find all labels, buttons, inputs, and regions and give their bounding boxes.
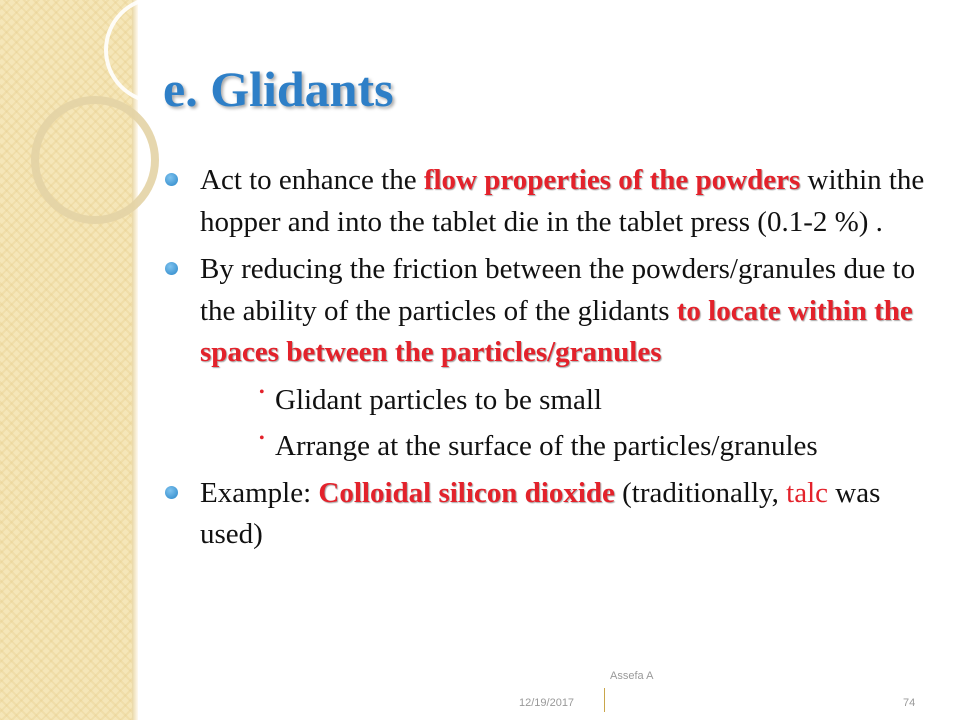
bullet-friction (163, 249, 933, 374)
bullet3-red-word: talc (786, 476, 829, 509)
bullet1-highlight: flow properties of the powders (423, 164, 801, 196)
footer-divider (604, 688, 605, 712)
bullet3-text-pre: Example: (200, 476, 319, 509)
slide-title: e. Glidants (163, 61, 394, 117)
bullet1-text-post: within the hopper and into the tablet die in the tablet press (0.1-2 %) . (200, 164, 925, 238)
bullet-dot-icon (165, 486, 178, 499)
bullet3-text-mid: (traditionally, (614, 476, 787, 509)
bullet3-highlight: Colloidal silicon dioxide (318, 476, 615, 509)
subitem-text: Arrange at the surface of the particles/granules (275, 430, 818, 462)
bullet-dot-icon (165, 173, 178, 186)
bullet3-text-post: was used) (200, 476, 881, 550)
footer-page-number: 74 (903, 697, 916, 709)
subitem-text: Glidant particles to be small (275, 383, 602, 416)
bullet1-text-pre: Act to enhance the (200, 164, 424, 196)
bullet2-text-pre: By reducing the friction between the powders/granules due to the ability of the particles of the glidants (200, 253, 916, 327)
bullet-dot-icon (165, 262, 178, 275)
footer-author: Assefa A (610, 670, 654, 682)
bullet2-highlight: to locate within the spaces between the particles/granules (200, 294, 913, 368)
footer-date: 12/19/2017 (519, 697, 575, 709)
subitem-arrange-surface (163, 426, 933, 468)
bullet-flow-properties (163, 160, 933, 243)
bullet-example (163, 473, 933, 556)
slide-content (163, 160, 933, 562)
subitem-small-particles (163, 380, 933, 422)
sub-bullet-dot-icon: • (259, 383, 265, 401)
sub-bullet-dot-icon: • (259, 430, 265, 447)
